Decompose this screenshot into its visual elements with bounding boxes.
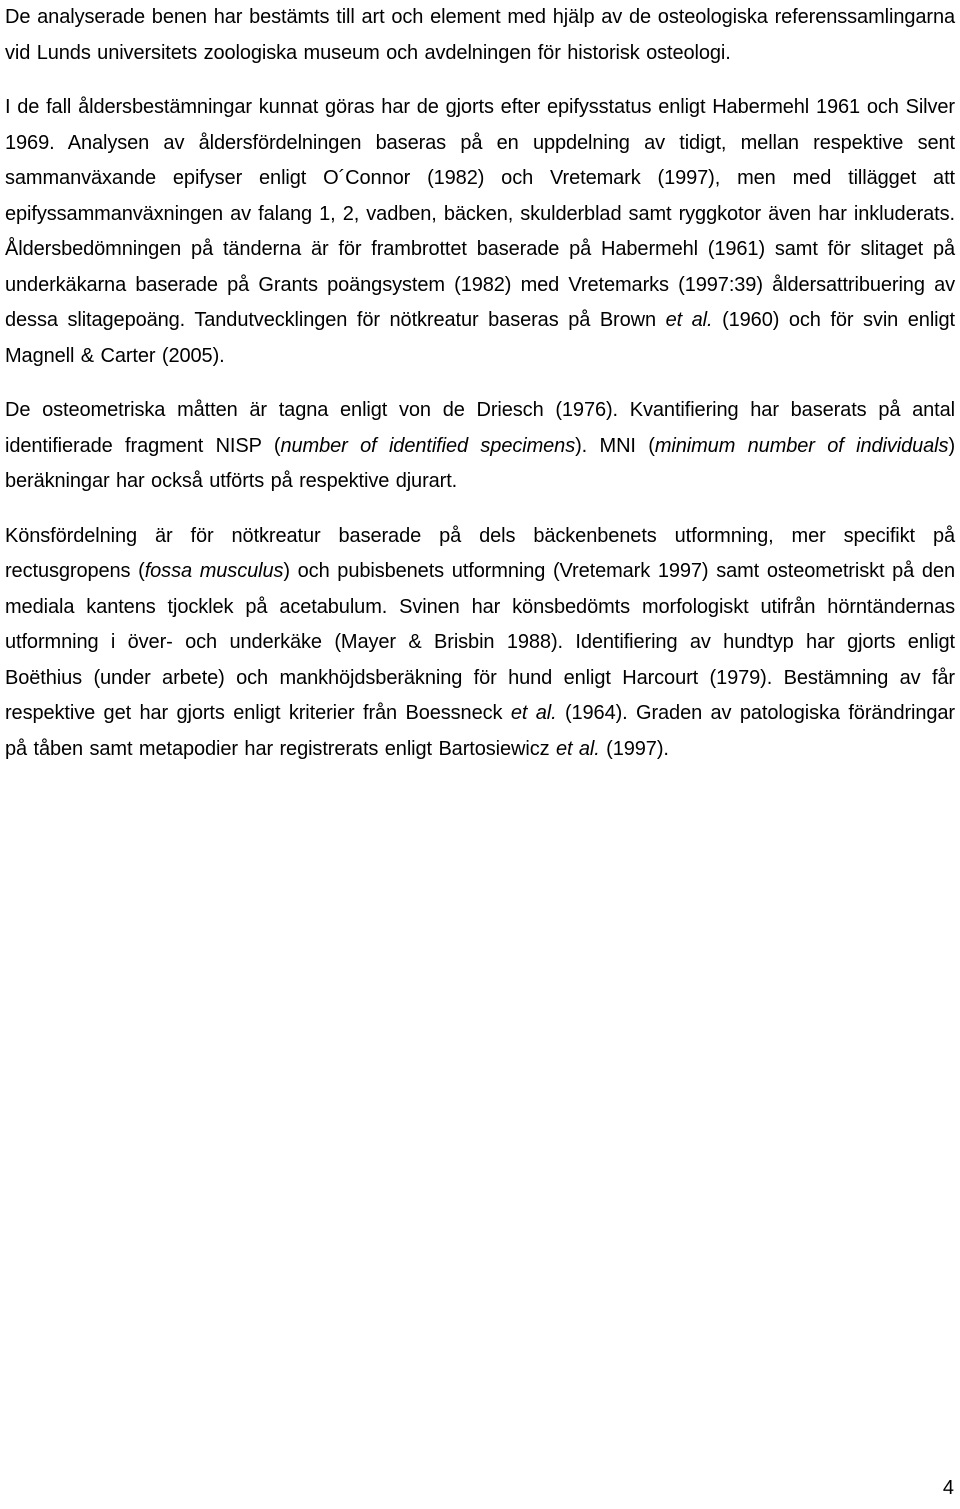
paragraph-4-run-3: ) och pubisbenets utformning (Vretemark 1997) samt osteometriskt på den mediala kantens tjocklek på acetabulum. Svinen har könsbedömts morfologiskt utifrån hörntändernas utformning i över- och underkäke (Mayer & Brisbin 1988). Identifiering av hundtyp har gjorts enligt Boëthius (under arbete) och mankhöjdsberäkning för hund enligt Harcourt (1979). Bestämning av får respektive get har gjorts enligt kriterier från Boessneck <box>5 560 955 724</box>
paragraph-4-run-7: (1997). <box>599 737 669 760</box>
paragraph-3-run-5: ) beräkningar har också utförts på respektive djurart. <box>5 434 955 492</box>
paragraph-3 <box>5 393 955 500</box>
page-number: 4 <box>942 1477 954 1499</box>
paragraph-2-run-2-italic: et al. <box>665 309 713 331</box>
paragraph-3-run-4-italic: minimum number of individuals <box>654 434 949 457</box>
paragraph-1 <box>5 0 955 71</box>
paragraph-4-run-2-italic: fossa musculus <box>144 560 284 582</box>
paragraph-4 <box>5 519 955 768</box>
paragraph-4-run-6-italic: et al. <box>555 737 600 760</box>
paragraph-4-run-4-italic: et al. <box>510 702 557 724</box>
paragraph-3-run-3: ). MNI ( <box>575 434 655 457</box>
paragraph-4-run-5: (1964). Graden av patologiska förändringar på tåben samt metapodier har registrerats enligt Bartosiewicz <box>5 702 955 760</box>
document-page <box>5 0 955 767</box>
paragraph-2-run-3: (1960) och för svin enligt Magnell & Carter (2005). <box>5 309 955 367</box>
paragraph-1-run-1: De analyserade benen har bestämts till art och element med hjälp av de osteologiska referenssamlingarna vid Lunds universitets zoologiska museum och avdelningen för historisk osteologi. <box>5 6 955 64</box>
paragraph-2 <box>5 90 955 374</box>
paragraph-2-run-1: I de fall åldersbestämningar kunnat göras har de gjorts efter epifysstatus enligt Habermehl 1961 och Silver 1969. Analysen av åldersfördelningen baseras på en uppdelning av tidigt, mellan respektive sent sammanväxande epifyser enligt O´Connor (1982) och Vretemark (1997), men med tillägget att epifyssammanväxningen av falang 1, 2, vadben, bäcken, skulderblad samt ryggkotor även har inkluderats. Åldersbedömningen på tänderna är för frambrottet baserade på Habermehl (1961) samt för slitaget på underkäkarna baserade på Grants poängsystem (1982) med Vretemarks (1997:39) åldersattribuering av dessa slitagepoäng. Tandutvecklingen för nötkreatur baseras på Brown <box>5 96 955 331</box>
paragraph-4-run-1: Könsfördelning är för nötkreatur baserade på dels bäckenbenets utformning, mer specifikt på rectusgropens ( <box>5 524 955 582</box>
paragraph-3-run-2-italic: number of identified specimens <box>280 434 576 457</box>
paragraph-3-run-1: De osteometriska måtten är tagna enligt von de Driesch (1976). Kvantifiering har baserats på antal identifierade fragment NISP ( <box>5 399 955 457</box>
